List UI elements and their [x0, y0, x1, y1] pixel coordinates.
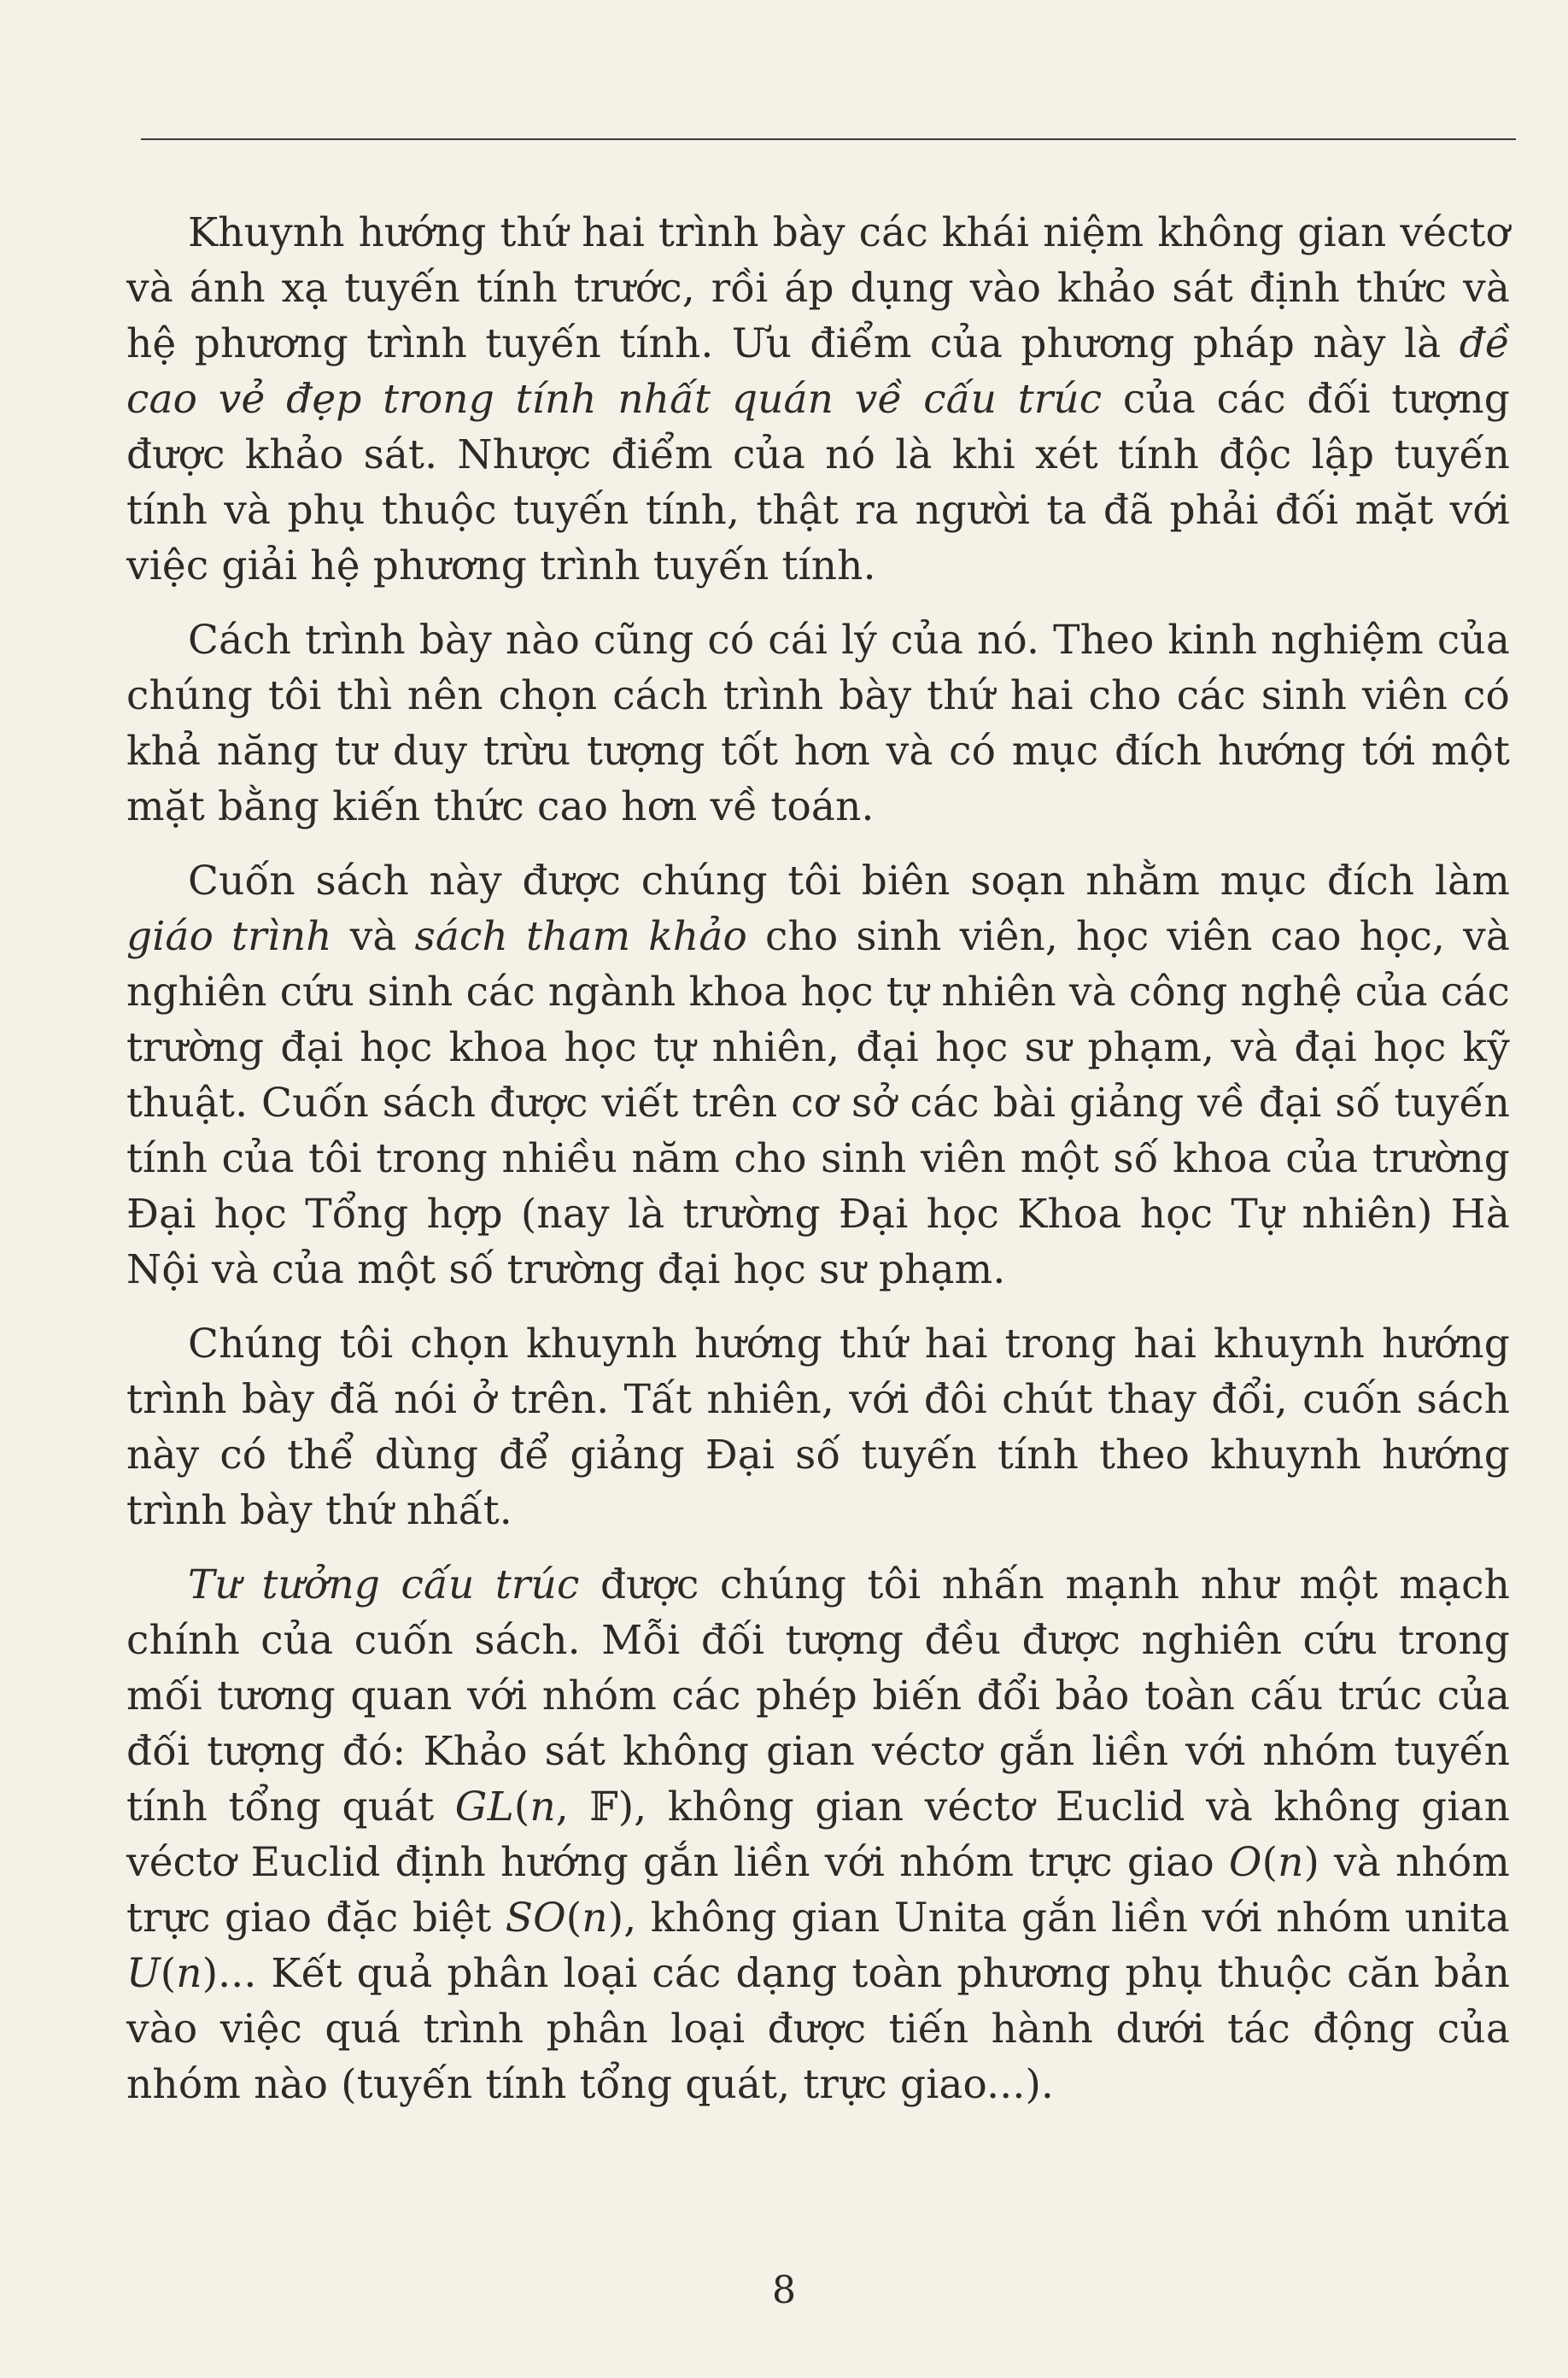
- text-segment: Chúng tôi chọn khuynh hướng thứ hai trong hai khuynh hướng trình bày đã nói ở trên. Tất nhiên, với đôi chút thay đổi, cuốn sách này có thể dùng để giảng Đại số tuyến tính theo khuynh hướng trình bày thứ nhất.: [126, 1321, 1510, 1534]
- text-segment: Cuốn sách này được chúng tôi biên soạn nhằm mục đích làm: [188, 858, 1510, 905]
- math-symbol: GL: [454, 1784, 514, 1830]
- text-segment: (: [513, 1784, 530, 1830]
- paragraph-4: [126, 1316, 1510, 1538]
- text-segment: của các đối tượng được khảo sát. Nhược điểm của nó là khi xét tính độc lập tuyến tính và phụ thuộc tuyến tính, thật ra người ta đã phải đối mặt với việc giải hệ phương trình tuyến tính.: [126, 376, 1510, 589]
- italic-segment: sách tham khảo: [414, 913, 747, 960]
- header-rule: [141, 138, 1516, 140]
- text-segment: và: [331, 913, 415, 960]
- text-segment: cho sinh viên, học viên cao học, và nghiên cứu sinh các ngành khoa học tự nhiên và công nghệ của các trường đại học khoa học tự nhiên, đại học sư phạm, và đại học kỹ thuật. Cuốn sách được viết trên cơ sở các bài giảng về đại số tuyến tính của tôi trong nhiều năm cho sinh viên một số khoa của trường Đại học Tổng hợp (nay là trường Đại học Khoa học Tự nhiên) Hà Nội và của một số trường đại học sư phạm.: [126, 913, 1510, 1293]
- text-segment: , 𝔽), không gian véctơ Euclid và không gian véctơ Euclid định hướng gắn liền với nhóm trực giao: [126, 1784, 1510, 1886]
- text-segment: (: [565, 1895, 582, 1942]
- text-segment: ) và nhóm trực giao đặc biệt: [126, 1839, 1510, 1942]
- text-segment: (: [1261, 1839, 1278, 1886]
- math-symbol: n: [176, 1950, 202, 1997]
- page-number: 8: [772, 2269, 796, 2312]
- math-symbol: U: [126, 1950, 161, 1997]
- paragraph-5: [126, 1557, 1510, 2112]
- body-text: [126, 205, 1510, 2131]
- paragraph-1: [126, 205, 1510, 594]
- text-segment: )... Kết quả phân loại các dạng toàn phương phụ thuộc căn bản vào việc quá trình phân loại được tiến hành dưới tác động của nhóm nào (tuyến tính tổng quát, trực giao...).: [126, 1950, 1510, 2108]
- italic-segment: giáo trình: [126, 913, 332, 960]
- math-symbol: n: [582, 1895, 608, 1942]
- italic-segment: Tư tưởng cấu trúc: [188, 1561, 580, 1608]
- paragraph-3: [126, 853, 1510, 1297]
- text-segment: Khuynh hướng thứ hai trình bày các khái niệm không gian véctơ và ánh xạ tuyến tính trước, rồi áp dụng vào khảo sát định thức và hệ phương trình tuyến tính. Ưu điểm của phương pháp này là: [126, 209, 1510, 367]
- text-segment: Cách trình bày nào cũng có cái lý của nó. Theo kinh nghiệm của chúng tôi thì nên chọn cách trình bày thứ hai cho các sinh viên có khả năng tư duy trừu tượng tốt hơn và có mục đích hướng tới một mặt bằng kiến thức cao hơn về toán.: [126, 617, 1510, 830]
- text-segment: (: [160, 1950, 177, 1997]
- math-symbol: O: [1228, 1839, 1262, 1886]
- text-segment: ), không gian Unita gắn liền với nhóm unita: [607, 1895, 1510, 1942]
- math-symbol: n: [529, 1784, 556, 1830]
- text-segment: được chúng tôi nhấn mạnh như một mạch chính của cuốn sách. Mỗi đối tượng đều được nghiên cứu trong mối tương quan với nhóm các phép biến đổi bảo toàn cấu trúc của đối tượng đó: Khảo sát không gian véctơ gắn liền với nhóm tuyến tính tổng quát: [126, 1561, 1510, 1830]
- math-symbol: n: [1278, 1839, 1304, 1886]
- math-symbol: SO: [505, 1895, 566, 1942]
- paragraph-2: [126, 612, 1510, 835]
- italic-segment: đề cao vẻ đẹp trong tính nhất quán về cấu trúc: [126, 320, 1510, 423]
